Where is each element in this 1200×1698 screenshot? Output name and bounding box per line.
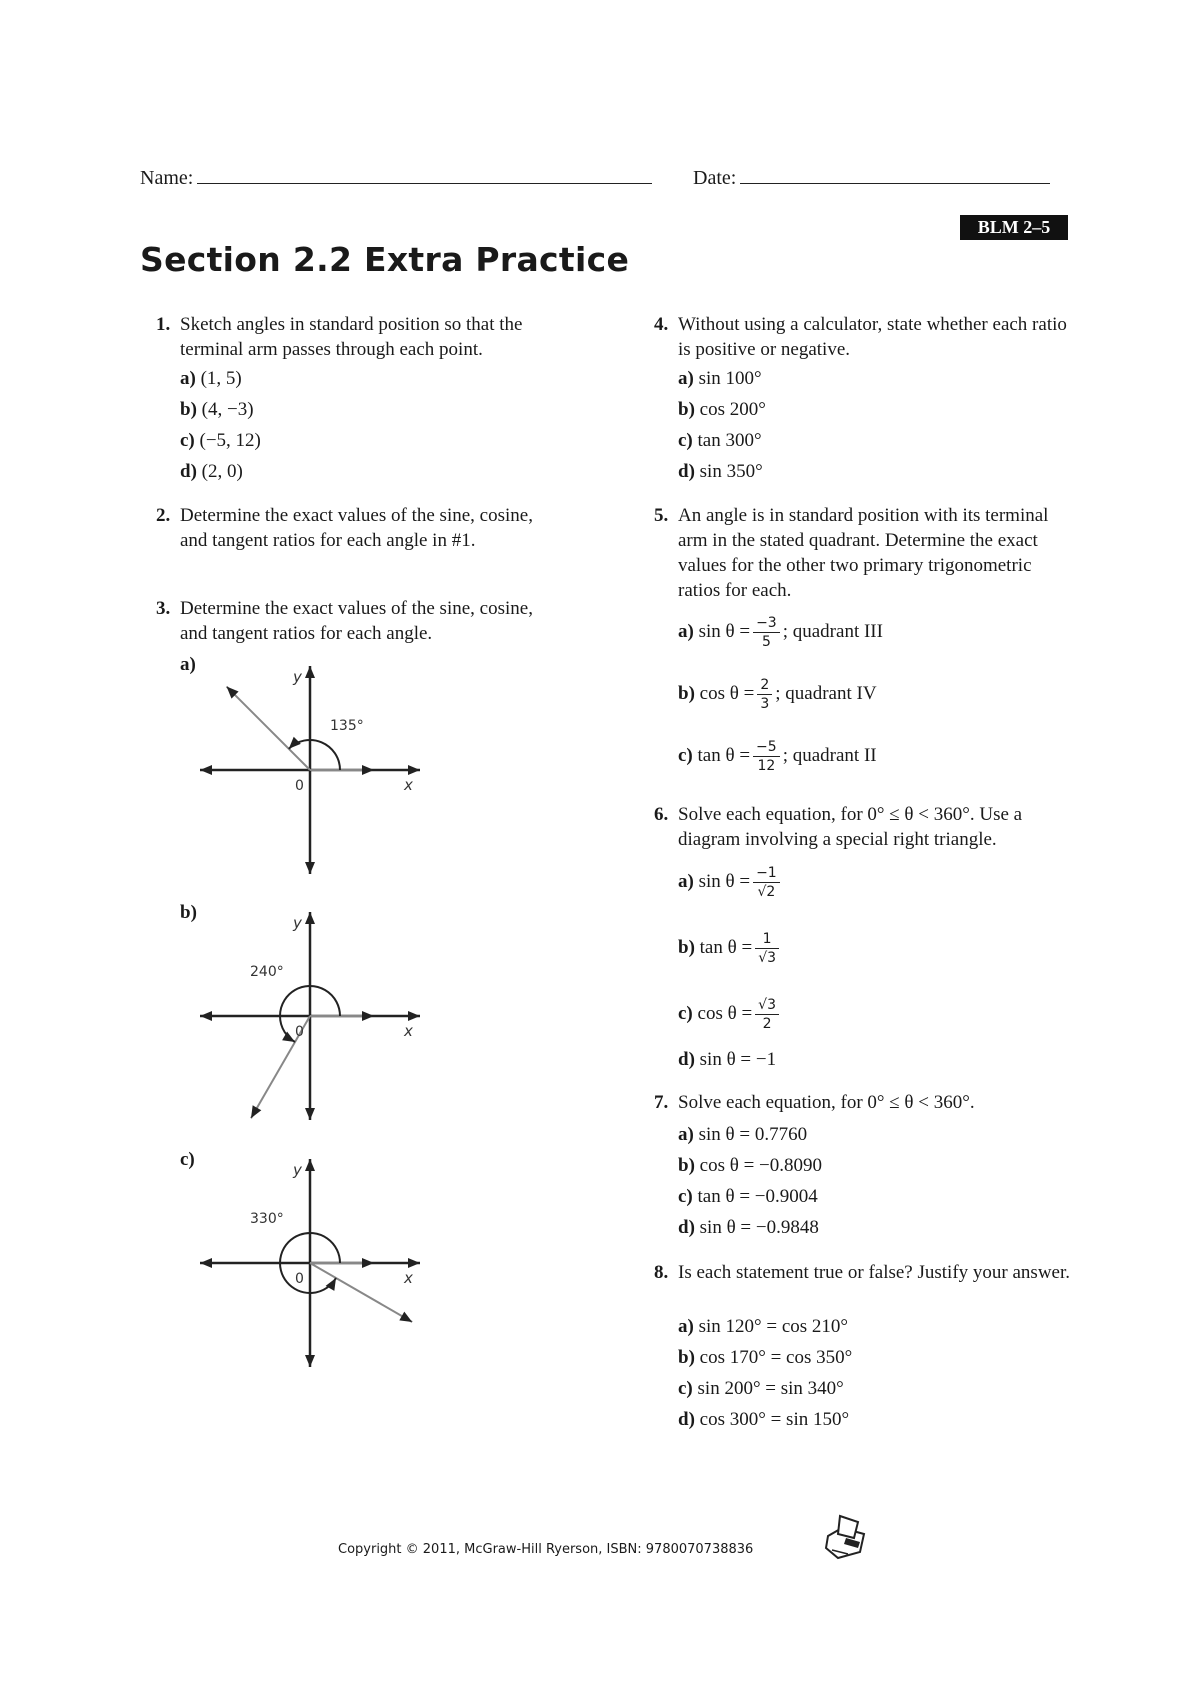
question-number: 8. xyxy=(654,1262,669,1283)
question-number: 6. xyxy=(654,804,669,825)
question-number: 4. xyxy=(654,314,669,335)
q6-part-b: b) tan θ = $\frac{1}{√3}$ xyxy=(678,930,782,967)
page-title: Section 2.2 Extra Practice xyxy=(140,240,630,279)
q8-part-b: b) cos 170° = cos 350° xyxy=(678,1347,853,1368)
copyright-text: Copyright © 2011, McGraw-Hill Ryerson, ISBN: 9780070738836 xyxy=(338,1542,754,1557)
question-text: Determine the exact values of the sine, cosine, and tangent ratios for each angle in #1. xyxy=(180,505,533,551)
question-text: Determine the exact values of the sine, cosine, and tangent ratios for each angle. xyxy=(180,598,533,644)
question-text: Sketch angles in standard position so that the terminal arm passes through each point. xyxy=(180,314,523,360)
q1-part-c: c) (−5, 12) xyxy=(180,430,261,451)
x-axis-arrow-left xyxy=(200,1258,212,1268)
initial-arm-arrow xyxy=(362,1011,374,1021)
q4-part-a: a) sin 100° xyxy=(678,368,762,389)
angle-label: 135° xyxy=(330,718,364,734)
question-text: Solve each equation, for 0° ≤ θ < 360°. xyxy=(678,1092,975,1113)
origin-label: 0 xyxy=(295,1271,304,1287)
question-7 xyxy=(654,1090,1078,1115)
q5-part-b: b) cos θ = $\frac{2}{3}$ ; quadrant IV xyxy=(678,677,877,712)
fraction: $\frac{-1}{√2}$ xyxy=(753,864,780,901)
terminal-arm xyxy=(310,1263,412,1322)
y-axis-arrow-down xyxy=(305,1108,315,1120)
photocopy-icon xyxy=(820,1508,880,1568)
y-axis-label: y xyxy=(293,668,302,686)
x-axis-arrow-right xyxy=(408,1011,420,1021)
q7-part-d: d) sin θ = −0.9848 xyxy=(678,1217,819,1238)
q3-label-a: a) xyxy=(180,654,196,675)
angle-arc-arrow xyxy=(289,737,301,749)
q5-part-c: c) tan θ = $\frac{-5}{12}$ ; quadrant II xyxy=(678,739,877,774)
x-axis-label: x xyxy=(404,776,413,794)
q7-part-a: a) sin θ = 0.7760 xyxy=(678,1124,808,1145)
q4-part-d: d) sin 350° xyxy=(678,461,763,482)
y-axis-label: y xyxy=(293,914,302,932)
question-number: 7. xyxy=(654,1092,669,1113)
x-axis-arrow-left xyxy=(200,1011,212,1021)
x-axis-arrow-right xyxy=(408,1258,420,1268)
name-label: Name: xyxy=(140,167,194,189)
question-text: An angle is in standard position with its terminal arm in the stated quadrant. Determine the exact values for the other two primary trigonometric ratios for each. xyxy=(678,505,1049,601)
fraction: $\frac{2}{3}$ xyxy=(757,676,772,713)
q6-part-c: c) cos θ = $\frac{√3}{2}$ xyxy=(678,996,782,1033)
date-label: Date: xyxy=(693,167,737,189)
initial-arm-arrow xyxy=(362,1258,374,1268)
fraction: $\frac{-5}{12}$ xyxy=(753,738,780,775)
question-text: Is each statement true or false? Justify your answer. xyxy=(678,1262,1071,1283)
angle-label: 330° xyxy=(250,1211,284,1227)
q8-part-a: a) sin 120° = cos 210° xyxy=(678,1316,848,1337)
q6-part-a: a) sin θ = $\frac{-1}{√2}$ xyxy=(678,864,783,901)
y-axis-label: y xyxy=(293,1161,302,1179)
angle-arc-arrow xyxy=(282,1032,295,1042)
x-axis-arrow-right xyxy=(408,765,420,775)
question-number: 3. xyxy=(156,598,171,619)
terminal-arm-arrow xyxy=(399,1312,412,1322)
blm-badge: BLM 2–5 xyxy=(960,215,1068,240)
fraction: $\frac{-3}{5}$ xyxy=(753,614,780,651)
q8-part-d: d) cos 300° = sin 150° xyxy=(678,1409,850,1430)
q4-part-b: b) cos 200° xyxy=(678,399,766,420)
question-number: 5. xyxy=(654,505,669,526)
terminal-arm-arrow xyxy=(251,1105,261,1118)
question-4 xyxy=(654,312,1068,362)
q7-part-c: c) tan θ = −0.9004 xyxy=(678,1186,818,1207)
question-number: 2. xyxy=(156,505,171,526)
q7-part-b: b) cos θ = −0.8090 xyxy=(678,1155,823,1176)
initial-arm-arrow xyxy=(362,765,374,775)
question-6 xyxy=(654,802,1088,852)
q1-part-d: d) (2, 0) xyxy=(180,461,243,482)
q8-part-c: c) sin 200° = sin 340° xyxy=(678,1378,844,1399)
question-8 xyxy=(654,1260,1078,1285)
fraction: $\frac{√3}{2}$ xyxy=(755,996,779,1033)
x-axis-label: x xyxy=(404,1269,413,1287)
q4-part-c: c) tan 300° xyxy=(678,430,762,451)
question-text: Without using a calculator, state whether each ratio is positive or negative. xyxy=(678,314,1067,360)
y-axis-arrow-down xyxy=(305,862,315,874)
origin-label: 0 xyxy=(295,778,304,794)
origin-label: 0 xyxy=(295,1024,304,1040)
question-number: 1. xyxy=(156,314,171,335)
x-axis-arrow-left xyxy=(200,765,212,775)
x-axis-label: x xyxy=(404,1022,413,1040)
y-axis-arrow-up xyxy=(305,666,315,678)
y-axis-arrow-up xyxy=(305,912,315,924)
question-5 xyxy=(654,503,1078,603)
question-text: Solve each equation, for 0° ≤ θ < 360°. Use a diagram involving a special right triangle. xyxy=(678,804,1023,850)
q5-part-a: a) sin θ = $\frac{-3}{5}$ ; quadrant III xyxy=(678,615,883,650)
fraction: $\frac{1}{√3}$ xyxy=(755,930,779,967)
q3-label-b: b) xyxy=(180,902,197,923)
y-axis-arrow-down xyxy=(305,1355,315,1367)
y-axis-arrow-up xyxy=(305,1159,315,1171)
q3-label-c: c) xyxy=(180,1149,195,1170)
terminal-arm xyxy=(227,687,310,770)
q6-part-d: d) sin θ = −1 xyxy=(678,1049,777,1070)
q1-part-b: b) (4, −3) xyxy=(180,399,254,420)
angle-label: 240° xyxy=(250,964,284,980)
q1-part-a: a) (1, 5) xyxy=(180,368,242,389)
